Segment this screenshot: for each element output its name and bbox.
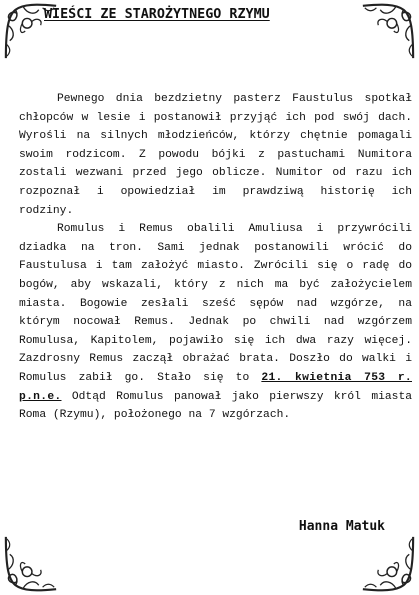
article-title: WIEŚCI ZE STAROŻYTNEGO RZYMU <box>44 7 270 22</box>
flourish-icon <box>2 535 60 593</box>
corner-ornament-bottom-right <box>359 535 417 593</box>
paragraph-2-ending: Odtąd Romulus panował jako pierwszy król miasta Roma (Rzymu), położonego na 7 wzgórzach. <box>19 390 413 422</box>
paragraph-2 <box>19 220 412 425</box>
paragraph-2-text: Romulus i Remus obalili Amuliusa i przywrócili dziadka na tron. Sami jednak postanowili wrócić do Faustulusa i tam założyć miasto. Zwrócili się o radę do bogów, aby wskazali, który z nich ma być założycielem miasta. Bogowie zesłali sześć sępów nad wzgórze, na którym nocował Remus. Jednak po chwili nad wzgórzem Romulusa, Kapitolem, pojawiło się ich dwa razy więcej. Zazdrosny Remus zaczął obrażać brata. Doszło do walki i Romulus zabił go. Stało się to <box>19 223 412 384</box>
founding-date: 21. kwietnia 753 r. p.n.e. <box>19 371 412 403</box>
paragraph-1: Pewnego dnia bezdzietny pasterz Faustulus spotkał chłopców w lesie i postanowił przyjąć ich pod swój dach. Wyrośli na silnych młodzieńców, którzy chętnie pomagali swoim rodzicom. Z powodu bójki z pastuchami Numitora zostali wezwani przed jego oblicze. Numitor od razu ich rozpoznał i opowiedział im prawdziwą historię ich rodziny. <box>19 93 412 217</box>
article-body <box>19 90 412 425</box>
corner-ornament-top-right <box>359 2 417 60</box>
author-signature: Hanna Matuk <box>298 519 385 534</box>
flourish-icon <box>359 535 417 593</box>
corner-ornament-bottom-left <box>2 535 60 593</box>
flourish-icon <box>359 2 417 60</box>
